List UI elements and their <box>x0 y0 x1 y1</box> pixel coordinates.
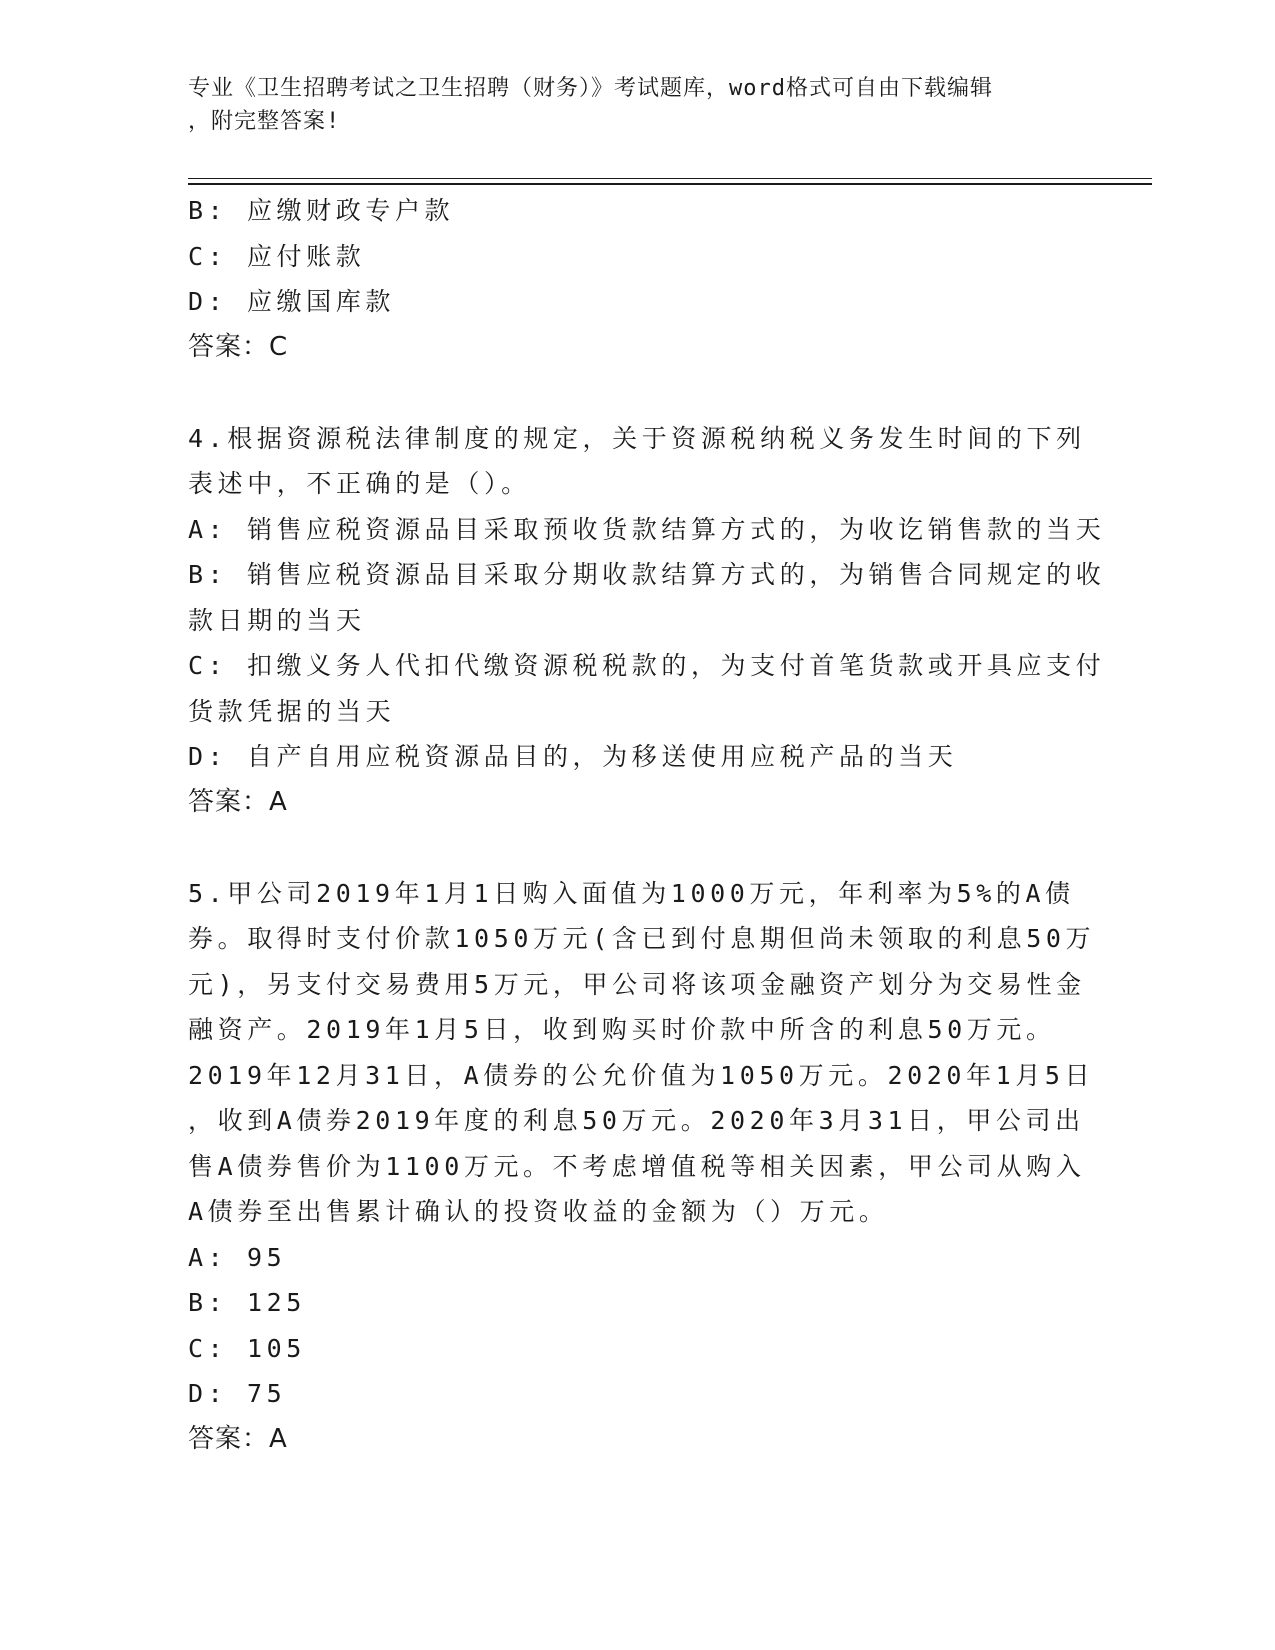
question-4 <box>188 416 1106 826</box>
question-3 <box>188 188 1088 370</box>
option-b: B: 销售应税资源品目采取分期收款结算方式的，为销售合同规定的收 <box>188 560 1106 589</box>
question-stem-line: 售A债券售价为1100万元。不考虑增值税等相关因素，甲公司从购入 <box>188 1151 1086 1181</box>
option-b-continued: 款日期的当天 <box>188 605 366 635</box>
header-divider-thick <box>188 183 1152 185</box>
answer-line: 答案：C <box>188 331 289 362</box>
question-stem-line: ，收到A债券2019年度的利息50万元。2020年3月31日，甲公司出 <box>188 1106 1085 1135</box>
question-stem-line: 5.甲公司2019年1月1日购入面值为1000万元，年利率为5%的A债 <box>188 878 1075 908</box>
document-header <box>188 72 1068 138</box>
option-a: A: 95 <box>188 1242 287 1272</box>
question-stem-line: 2019年12月31日，A债券的公允价值为1050万元。2020年1月5日 <box>188 1060 1095 1090</box>
option-d: D: 应缴国库款 <box>188 287 395 316</box>
header-line-2: ，附完整答案! <box>188 109 341 134</box>
option-d: D: 75 <box>188 1379 287 1408</box>
question-5 <box>188 871 1096 1463</box>
question-stem-line: A债券至出售累计确认的投资收益的金额为（）万元。 <box>188 1197 889 1226</box>
option-c: C: 105 <box>188 1333 306 1363</box>
question-stem-line: 元)，另支付交易费用5万元，甲公司将该项金融资产划分为交易性金 <box>188 969 1086 999</box>
answer-line: 答案：A <box>188 1423 288 1454</box>
option-c: C: 应付账款 <box>188 241 366 271</box>
spacer <box>188 825 1088 871</box>
option-b: B: 125 <box>188 1288 306 1317</box>
option-c-continued: 货款凭据的当天 <box>188 696 396 726</box>
header-divider-thin <box>188 178 1152 179</box>
option-a: A: 销售应税资源品目采取预收货款结算方式的，为收讫销售款的当天 <box>188 514 1106 544</box>
answer-line: 答案：A <box>188 786 288 817</box>
header-line-1: 专业《卫生招聘考试之卫生招聘（财务）》考试题库，word格式可自由下载编辑 <box>188 76 993 101</box>
question-stem-line: 4.根据资源税法律制度的规定，关于资源税纳税义务发生时间的下列 <box>188 423 1086 453</box>
question-content <box>188 188 1106 1462</box>
question-stem-line: 券。取得时支付价款1050万元(含已到付息期但尚未领取的利息50万 <box>188 924 1096 953</box>
spacer <box>188 370 1088 416</box>
question-stem-line: 表述中，不正确的是（）。 <box>188 469 531 498</box>
option-c: C: 扣缴义务人代扣代缴资源税税款的，为支付首笔货款或开具应支付 <box>188 651 1106 680</box>
option-d: D: 自产自用应税资源品目的，为移送使用应税产品的当天 <box>188 742 958 771</box>
question-stem-line: 融资产。2019年1月5日，收到购买时价款中所含的利息50万元。 <box>188 1015 1056 1044</box>
option-b: B: 应缴财政专户款 <box>188 196 455 225</box>
